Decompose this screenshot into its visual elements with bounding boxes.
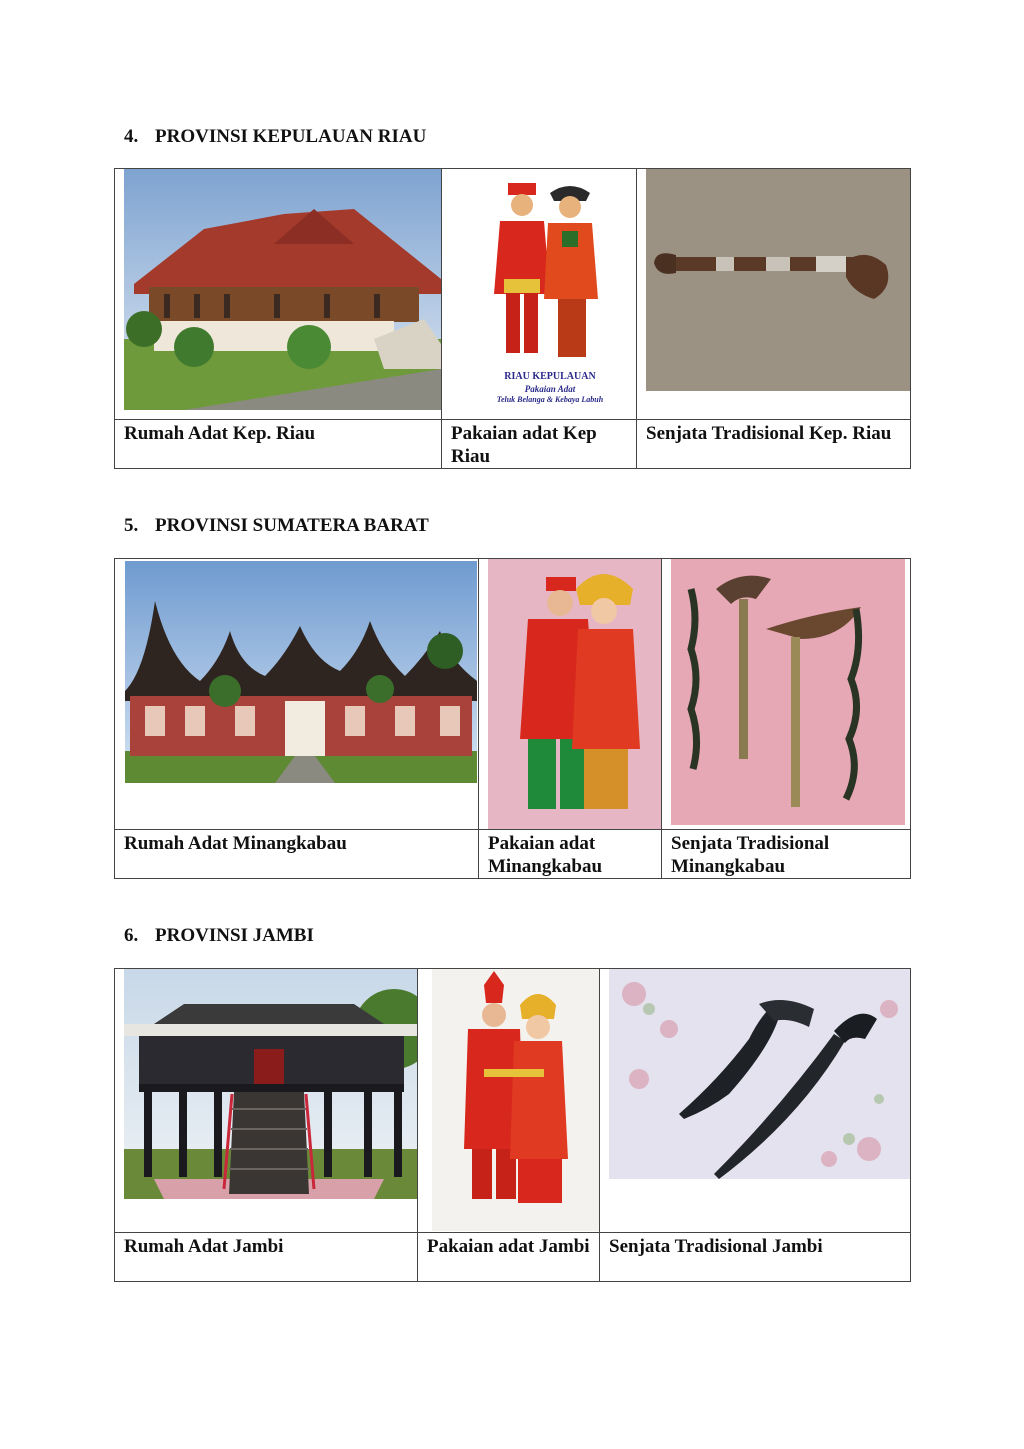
caption-weapon: Senjata Tradisional Jambi	[600, 1233, 911, 1282]
caption-house: Rumah Adat Minangkabau	[115, 830, 479, 879]
riau-weapon-photo	[646, 169, 910, 391]
table-jambi	[114, 968, 911, 1282]
table-riau	[114, 168, 911, 469]
section-heading-riau	[124, 126, 426, 148]
minangkabau-costume-photo	[488, 559, 661, 829]
image-cell-weapon	[662, 559, 911, 830]
table-sumbar	[114, 558, 911, 879]
section-title: PROVINSI SUMATERA BARAT	[155, 515, 429, 536]
image-cell-weapon	[637, 169, 911, 420]
section-heading-sumbar	[124, 515, 429, 537]
jambi-weapon-photo	[609, 969, 910, 1179]
jambi-costume-photo	[432, 969, 599, 1231]
image-cell-costume	[442, 169, 637, 420]
costume-logo-line1: RIAU KEPULAUAN	[504, 371, 596, 382]
riau-costume-illustration	[470, 179, 630, 411]
caption-costume: Pakaian adat Jambi	[418, 1233, 600, 1282]
image-cell-house	[115, 559, 479, 830]
caption-house: Rumah Adat Kep. Riau	[115, 420, 442, 469]
minangkabau-weapon-photo	[671, 559, 905, 825]
minangkabau-house-photo	[125, 561, 477, 783]
section-number: 4.	[124, 126, 139, 147]
section-number: 5.	[124, 515, 139, 536]
costume-logo-line2: Pakaian Adat	[524, 384, 576, 394]
image-cell-costume	[479, 559, 662, 830]
riau-house-photo	[124, 169, 441, 410]
caption-weapon: Senjata Tradisional Kep. Riau	[637, 420, 911, 469]
section-title: PROVINSI KEPULAUAN RIAU	[155, 126, 427, 147]
caption-costume: Pakaian adat Kep Riau	[442, 420, 637, 469]
section-heading-jambi	[124, 925, 314, 947]
image-cell-house	[115, 969, 418, 1233]
image-cell-weapon	[600, 969, 911, 1233]
section-title: PROVINSI JAMBI	[155, 925, 314, 946]
caption-costume: Pakaian adat Minangkabau	[479, 830, 662, 879]
caption-weapon: Senjata Tradisional Minangkabau	[662, 830, 911, 879]
section-number: 6.	[124, 925, 139, 946]
image-cell-costume	[418, 969, 600, 1233]
caption-house: Rumah Adat Jambi	[115, 1233, 418, 1282]
image-cell-house	[115, 169, 442, 420]
costume-logo-line3: Teluk Belanga & Kebaya Labuh	[496, 395, 604, 404]
jambi-house-photo	[124, 969, 417, 1199]
